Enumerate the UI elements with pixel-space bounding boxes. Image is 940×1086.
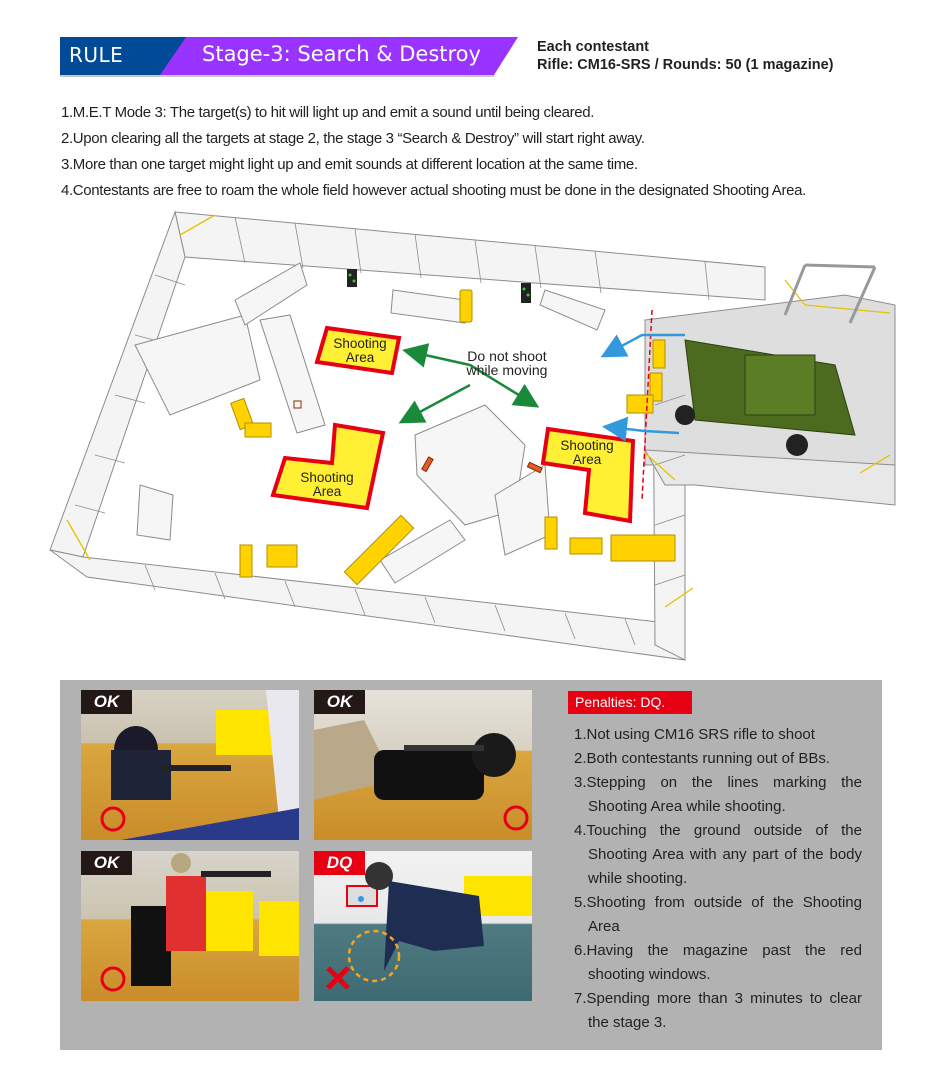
label-line: Shooting [300,470,354,485]
penalty-item: 6.Having the magazine past the red shooting windows. [574,942,862,983]
barrier [240,545,252,577]
annotation-line: while moving [466,362,548,378]
rifle-rounds-line: Rifle: CM16-SRS / Rounds: 50 (1 magazine) [537,57,834,73]
inner-walls [135,263,605,583]
ok-circle-marker [505,807,527,829]
label-line: Shooting [333,336,387,351]
penalty-item: 4.Touching the ground outside of the Shooting Area with any part of the body while shooting. [574,822,862,887]
shooting-area-label [292,471,362,499]
example-photo [314,690,532,840]
ok-circle-marker [102,808,124,830]
stage-banner [60,37,518,75]
rule-item: 1.M.E.T Mode 3: The target(s) to hit will light up and emit a sound until being cleared. [61,104,595,121]
stage-title: Stage-3: Search & Destroy [202,42,481,66]
field-diagram [45,205,905,675]
rule-item: 2.Upon clearing all the targets at stage 2, the stage 3 “Search & Destroy” will start right away. [61,130,645,147]
contestant-line: Each contestant [537,39,649,55]
rule-item: 4.Contestants are free to roam the whole field however actual shooting must be done in the designated Shooting Area. [61,182,806,199]
penalty-item: 7.Spending more than 3 minutes to clear the stage 3. [574,990,862,1031]
label-line: Area [345,350,375,365]
rule-label: RULE [69,43,124,67]
barrier [627,395,653,413]
dq-x-marker [328,968,348,988]
no-shoot-annotation [457,349,557,377]
penalties-title: Penalties: DQ. [568,691,692,714]
barrier [653,340,665,368]
barrier [611,535,675,561]
barrier [570,538,602,554]
barrier [267,545,297,567]
penalties-list [574,723,862,1035]
rules-list [61,100,806,204]
label-line: Area [572,452,602,467]
example-photo [81,851,299,1001]
ok-badge: OK [81,690,132,714]
ok-badge: OK [81,851,132,875]
barrier [545,517,557,549]
penalty-item: 2.Both contestants running out of BBs. [574,750,830,767]
example-photo [314,851,532,1001]
example-photo [81,690,299,840]
barrier [245,423,271,437]
shooting-area-label [325,337,395,365]
dq-badge: DQ [314,851,365,875]
penalty-item: 5.Shooting from outside of the Shooting Area [574,894,862,935]
shooting-area-label [552,439,622,467]
field-map [45,205,905,675]
contestant-info [537,38,834,74]
ok-badge: OK [314,690,365,714]
ok-circle-marker [102,968,124,990]
label-line: Area [312,484,342,499]
label-line: Shooting [560,438,614,453]
penalty-item: 3.Stepping on the lines marking the Shooting Area while shooting. [574,774,862,815]
barrier [460,290,472,322]
rule-item: 3.More than one target might light up and emit sounds at different location at the same time. [61,156,638,173]
penalty-item: 1.Not using CM16 SRS rifle to shoot [574,726,815,743]
annotation-line: Do not shoot [467,348,547,364]
